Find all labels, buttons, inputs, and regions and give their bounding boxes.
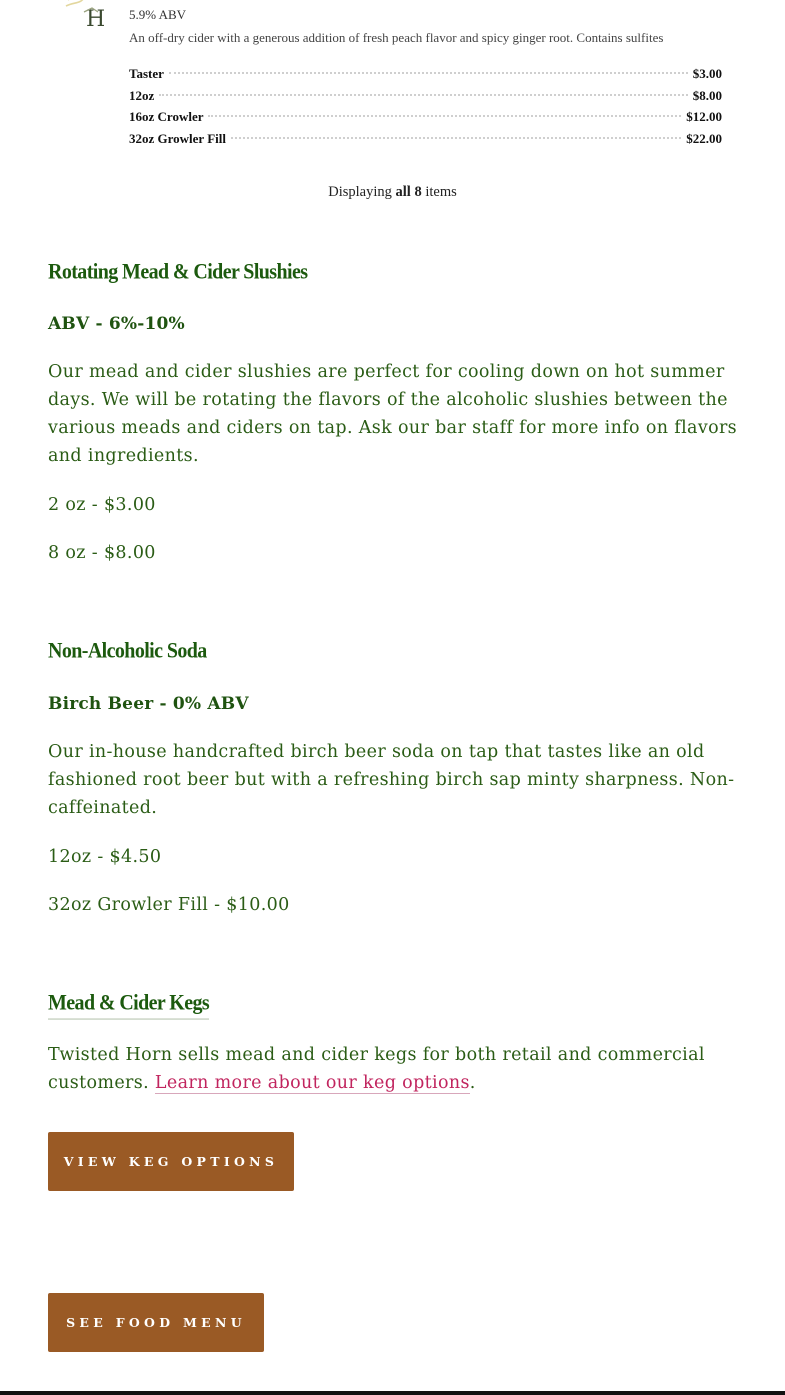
- price-row: [129, 131, 722, 153]
- price-leader: [159, 94, 687, 96]
- soda-price-growler: 32oz Growler Fill - $10.00: [48, 895, 290, 915]
- price-size: Taster: [129, 66, 164, 81]
- slushies-abv: ABV - 6%-10%: [48, 314, 185, 334]
- price-row: [129, 66, 722, 88]
- price-size: 32oz Growler Fill: [129, 131, 226, 147]
- svg-text:H: H: [86, 7, 106, 30]
- soda-description: Our in-house handcrafted birch beer soda on tap that tastes like an old fashioned root beer but with a refreshing birch sap minty sharpness. Non-caffeinated.: [48, 742, 735, 818]
- soda-name: Birch Beer - 0% ABV: [48, 694, 249, 714]
- price-row: [129, 109, 722, 131]
- price-row: [129, 88, 722, 110]
- see-food-menu-button[interactable]: SEE FOOD MENU: [48, 1293, 264, 1352]
- price-size: 12oz: [129, 87, 155, 103]
- item-abv: 5.9% ABV: [129, 7, 187, 22]
- kegs-description: [48, 1041, 738, 1097]
- kegs-title[interactable]: Mead & Cider Kegs: [48, 991, 209, 1020]
- items-count: [0, 184, 785, 201]
- slushies-price-8oz: 8 oz - $8.00: [48, 543, 156, 563]
- slushies-price-2oz: 2 oz - $3.00: [48, 495, 156, 515]
- items-count-bold: all 8: [395, 184, 422, 200]
- price-leader: [169, 72, 688, 74]
- price-leader: [208, 115, 681, 117]
- price-leader: [231, 137, 681, 139]
- price-list: [129, 66, 722, 153]
- kegs-text: Twisted Horn sells mead and cider kegs for both retail and commercial customers.: [48, 1045, 705, 1093]
- soda-title: Non-Alcoholic Soda: [48, 639, 207, 664]
- brand-logo-icon: [62, 0, 114, 30]
- price-value: $22.00: [686, 131, 722, 147]
- view-keg-options-button[interactable]: VIEW KEG OPTIONS: [48, 1132, 294, 1191]
- slushies-title: Rotating Mead & Cider Slushies: [48, 260, 308, 285]
- price-value: $3.00: [692, 66, 722, 81]
- kegs-period: .: [469, 1073, 476, 1093]
- item-description: An off-dry cider with a generous addition of fresh peach flavor and spicy ginger root. Contains sulfites: [129, 30, 664, 45]
- slushies-description: Our mead and cider slushies are perfect for cooling down on hot summer days. We will be rotating the flavors of the alcoholic slushies between the various meads and ciders on tap. Ask our bar staff for more info on flavors and ingredients.: [48, 362, 738, 466]
- soda-price-12oz: 12oz - $4.50: [48, 847, 162, 867]
- price-value: $8.00: [692, 87, 722, 103]
- keg-options-link[interactable]: Learn more about our keg options: [154, 1073, 470, 1093]
- price-size: 16oz Crowler: [129, 109, 204, 125]
- price-value: $12.00: [686, 109, 722, 125]
- footer-divider: [0, 1391, 785, 1395]
- items-count-suffix: items: [421, 184, 457, 200]
- items-count-prefix: Displaying: [328, 184, 396, 200]
